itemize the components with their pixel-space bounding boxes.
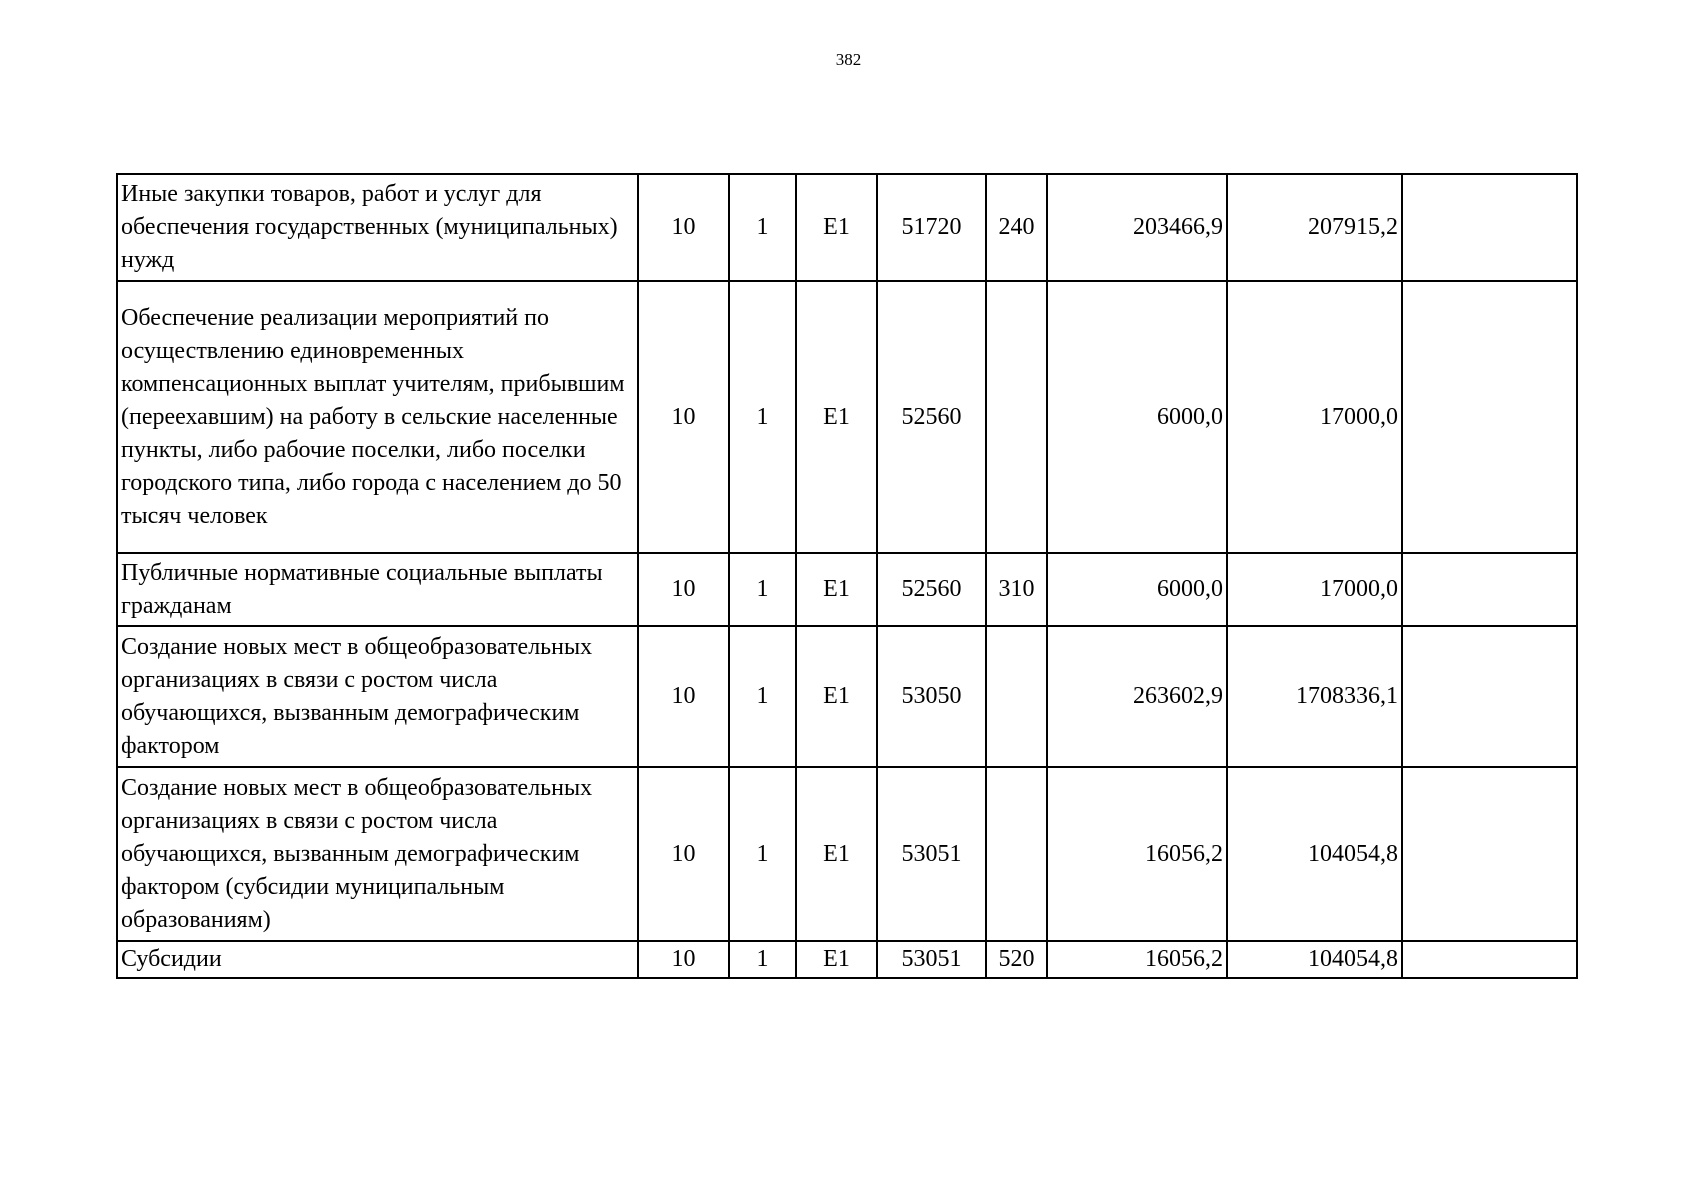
row-description: Создание новых мест в общеобразовательных организациях в связи с ростом числа обучающихся, вызванным демографическим фактором (субсидии муниципальным образованиям): [117, 767, 638, 941]
program-code: E1: [796, 174, 877, 281]
amount-year-2: 17000,0: [1227, 553, 1402, 626]
row-description: Иные закупки товаров, работ и услуг для обеспечения государственных (муниципальных) нужд: [117, 174, 638, 281]
subsection-code: 1: [729, 626, 796, 767]
amount-year-1: 263602,9: [1047, 626, 1227, 767]
table-body: [117, 174, 1577, 978]
amount-year-1: 6000,0: [1047, 281, 1227, 553]
amount-year-2: 1708336,1: [1227, 626, 1402, 767]
target-article-code: 53051: [877, 767, 986, 941]
amount-year-1: 16056,2: [1047, 941, 1227, 978]
expense-type-code: 520: [986, 941, 1047, 978]
amount-year-3: [1402, 174, 1577, 281]
expense-type-code: [986, 626, 1047, 767]
subsection-code: 1: [729, 553, 796, 626]
table-row: [117, 941, 1577, 978]
page-number: 382: [835, 50, 862, 69]
amount-year-3: [1402, 626, 1577, 767]
amount-year-3: [1402, 941, 1577, 978]
section-code: 10: [638, 174, 729, 281]
target-article-code: 52560: [877, 553, 986, 626]
table-row: [117, 174, 1577, 281]
expense-type-code: [986, 767, 1047, 941]
amount-year-2: 104054,8: [1227, 767, 1402, 941]
row-description: Обеспечение реализации мероприятий по осуществлению единовременных компенсационных выплат учителям, прибывшим (переехавшим) на работу в сельские населенные пункты, либо рабочие поселки, либо поселки городского типа, либо города с населением до 50 тысяч человек: [117, 281, 638, 553]
row-description: Создание новых мест в общеобразовательных организациях в связи с ростом числа обучающихся, вызванным демографическим фактором: [117, 626, 638, 767]
subsection-code: 1: [729, 941, 796, 978]
expense-type-code: [986, 281, 1047, 553]
program-code: E1: [796, 626, 877, 767]
amount-year-2: 207915,2: [1227, 174, 1402, 281]
amount-year-1: 16056,2: [1047, 767, 1227, 941]
row-description: Субсидии: [117, 941, 638, 978]
section-code: 10: [638, 281, 729, 553]
section-code: 10: [638, 626, 729, 767]
target-article-code: 53051: [877, 941, 986, 978]
program-code: E1: [796, 281, 877, 553]
amount-year-3: [1402, 281, 1577, 553]
amount-year-3: [1402, 553, 1577, 626]
table-row: [117, 626, 1577, 767]
row-description: Публичные нормативные социальные выплаты гражданам: [117, 553, 638, 626]
amount-year-2: 104054,8: [1227, 941, 1402, 978]
subsection-code: 1: [729, 281, 796, 553]
section-code: 10: [638, 553, 729, 626]
program-code: E1: [796, 553, 877, 626]
program-code: E1: [796, 941, 877, 978]
expense-type-code: 310: [986, 553, 1047, 626]
section-code: 10: [638, 941, 729, 978]
table-row: [117, 553, 1577, 626]
section-code: 10: [638, 767, 729, 941]
budget-table: [116, 173, 1578, 979]
table-row: [117, 767, 1577, 941]
subsection-code: 1: [729, 174, 796, 281]
target-article-code: 53050: [877, 626, 986, 767]
table-row: [117, 281, 1577, 553]
amount-year-1: 6000,0: [1047, 553, 1227, 626]
expense-type-code: 240: [986, 174, 1047, 281]
program-code: E1: [796, 767, 877, 941]
target-article-code: 52560: [877, 281, 986, 553]
amount-year-2: 17000,0: [1227, 281, 1402, 553]
subsection-code: 1: [729, 767, 796, 941]
target-article-code: 51720: [877, 174, 986, 281]
amount-year-3: [1402, 767, 1577, 941]
amount-year-1: 203466,9: [1047, 174, 1227, 281]
